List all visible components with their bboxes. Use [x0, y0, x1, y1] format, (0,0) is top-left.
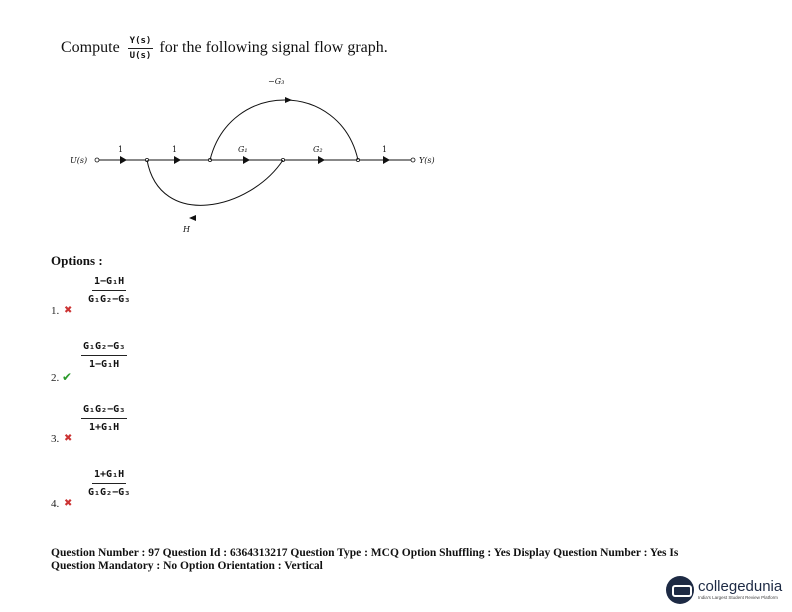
- signal-flow-graph: [0, 70, 520, 240]
- question-prefix: Compute: [61, 39, 120, 56]
- arrow-branch-3: [243, 156, 250, 164]
- arrow-branch-5: [383, 156, 390, 164]
- signal-flow-graph-svg: [0, 70, 520, 240]
- question-metadata-line-2: Question Mandatory : No Option Orientation : Vertical: [51, 560, 323, 572]
- arrow-branch-4: [318, 156, 325, 164]
- option-3-wrong-icon: ✖: [64, 433, 73, 444]
- question-text: [61, 28, 388, 68]
- option-4-fraction[interactable]: [86, 469, 132, 498]
- option-2-numerator: G₁G₂−G₃: [81, 341, 127, 356]
- option-3-number: 3.: [51, 433, 60, 445]
- question-fraction-numerator: Y(s): [128, 36, 154, 49]
- question-fraction-denominator: U(s): [129, 50, 152, 61]
- option-4-denominator: G₁G₂−G₃: [88, 487, 131, 498]
- option-2-number: 2.: [51, 372, 60, 384]
- option-4-number: 4.: [51, 498, 60, 510]
- gain-label-1: 1: [118, 145, 124, 154]
- option-3-numerator: G₁G₂−G₃: [81, 404, 127, 419]
- top-loop-label: −G₃: [268, 77, 285, 86]
- gain-label-g2: G₂: [313, 145, 323, 154]
- node-input: [95, 158, 99, 162]
- collegedunia-logo: [666, 572, 788, 608]
- gain-label-g1: G₁: [238, 145, 248, 154]
- input-label: U(s): [70, 156, 88, 165]
- option-4-wrong-icon: ✖: [64, 498, 73, 509]
- question-metadata: [51, 547, 751, 573]
- question-metadata-line-1: Question Number : 97 Question Id : 6364313217 Question Type : MCQ Option Shuffling : Yes Display Question Number : Yes Is: [51, 547, 679, 559]
- logo-text: [698, 579, 782, 601]
- question-fraction: [128, 36, 154, 61]
- option-4-numerator: 1+G₁H: [92, 469, 126, 484]
- arrow-branch-2: [174, 156, 181, 164]
- option-1-wrong-icon: ✖: [64, 305, 73, 316]
- output-label: Y(s): [419, 156, 435, 165]
- option-1-denominator: G₁G₂−G₃: [88, 294, 131, 305]
- gain-label-5: 1: [382, 145, 388, 154]
- option-1-numerator: 1−G₁H: [92, 276, 126, 291]
- bottom-loop-path: [147, 160, 283, 205]
- top-loop-arrow: [285, 97, 292, 103]
- gain-label-2: 1: [172, 145, 178, 154]
- top-loop-path: [210, 100, 358, 160]
- option-2-correct-icon: ✔: [62, 370, 73, 384]
- option-3-denominator: 1+G₁H: [89, 422, 120, 433]
- logo-tagline: India's Largest Student Review Platform: [698, 595, 778, 600]
- options-heading: Options :: [51, 253, 103, 268]
- arrow-branch-1: [120, 156, 127, 164]
- option-1-number: 1.: [51, 305, 60, 317]
- node-output: [411, 158, 415, 162]
- option-2-denominator: 1−G₁H: [89, 359, 120, 370]
- option-1-fraction[interactable]: [86, 276, 132, 305]
- logo-name: collegedunia: [698, 578, 783, 595]
- question-suffix: for the following signal flow graph.: [159, 39, 388, 56]
- bottom-loop-label: H: [183, 225, 190, 234]
- bottom-loop-arrow: [189, 215, 196, 221]
- option-3-fraction[interactable]: [81, 404, 127, 433]
- option-2-fraction[interactable]: [81, 341, 127, 370]
- graduation-cap-icon: [666, 576, 694, 604]
